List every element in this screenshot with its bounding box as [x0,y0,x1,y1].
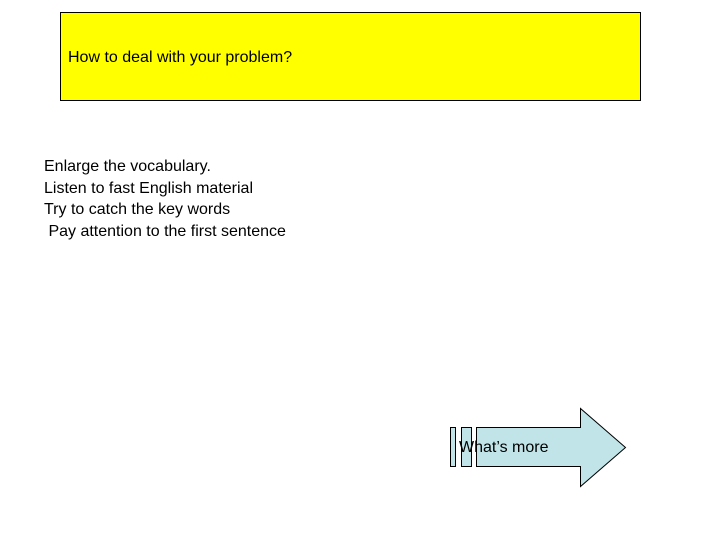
bullet-list [44,156,286,243]
list-item: Enlarge the vocabulary. [44,158,211,175]
whats-more-label: What’s more [459,439,549,456]
list-item: Listen to fast English material [44,179,253,197]
slide-title: How to deal with your problem? [68,49,293,66]
list-item: Try to catch the key words [44,201,231,219]
list-item: Pay attention to the first sentence [44,223,286,241]
whats-more-button[interactable] [449,407,627,489]
